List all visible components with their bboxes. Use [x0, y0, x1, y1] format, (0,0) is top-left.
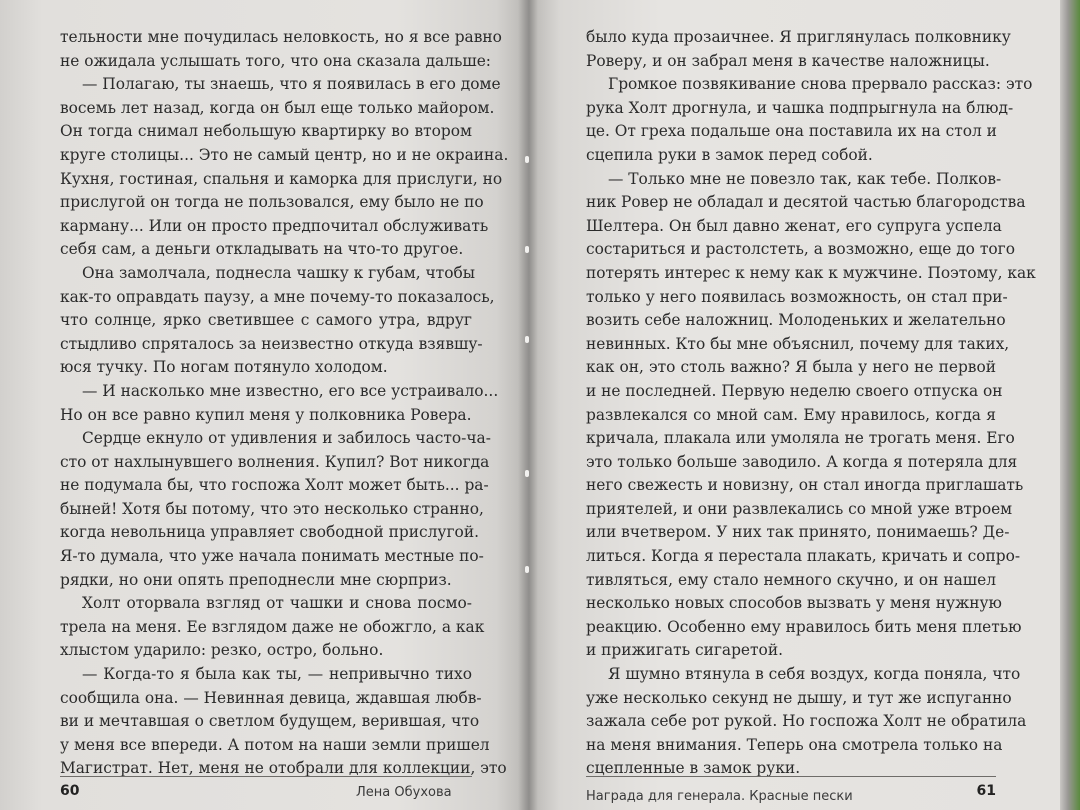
binding-stitch — [525, 566, 529, 573]
text-line: стыдливо спряталось за неизвестно откуда взявшу- — [60, 334, 483, 353]
text-line: несколько новых способов вызвать у меня нужную — [586, 594, 1002, 613]
text-line: не ожидала услышать того, что она сказала дальше: — [60, 51, 491, 70]
text-line: Магистрат. Нет, меня не отобрали для коллекции, это — [60, 759, 507, 778]
text-line: литься. Когда я перестала плакать, кричать и сопро- — [586, 547, 1021, 566]
text-line: Я шумно втянула в себя воздух, когда поняла, что — [608, 665, 1021, 684]
text-line: — Полагаю, ты знаешь, что я появилась в его доме — [82, 75, 501, 94]
book-gutter — [518, 0, 538, 810]
text-line: сцепила руки в замок перед собой. — [586, 145, 873, 164]
right-page-footer — [586, 776, 996, 810]
text-line: круге столицы... Это не самый центр, но и не окраина. — [60, 145, 509, 164]
text-line: когда невольница управляет свободной прислугой. — [60, 523, 479, 542]
text-line: тельности мне почудилась неловкость, но я все равно — [60, 28, 502, 46]
text-line: Холт оторвала взгляд от чашки и снова посмо- — [82, 594, 472, 613]
binding-stitch — [525, 470, 529, 477]
binding-stitch — [525, 336, 529, 343]
text-line: как-то оправдать паузу, а мне почему-то показалось, — [60, 287, 495, 306]
text-line: не подумала бы, что госпожа Холт может быть... ра- — [60, 476, 489, 495]
page-edge — [1060, 0, 1080, 810]
text-line: хлыстом ударило: резко, остро, больно. — [60, 641, 384, 660]
text-line: сто от нахлынувшего волнения. Купил? Вот никогда — [60, 452, 490, 471]
text-line: или вчетвером. У них так принято, понимаешь? Де- — [586, 523, 1010, 542]
binding-stitch — [525, 246, 529, 253]
text-line: потерять интерес к нему как к мужчине. Поэтому, как — [586, 263, 1036, 282]
text-line: развлекался со мной сам. Ему нравилось, когда я — [586, 405, 996, 424]
text-line: невинных. Кто бы мне объяснил, почему для таких, — [586, 334, 1010, 353]
left-page-number: 60 — [60, 783, 80, 799]
text-line: зажала себе рот рукой. Но госпожа Холт не обратила — [586, 712, 1027, 731]
text-line: рука Холт дрогнула, и чашка подпрыгнула на блюд- — [586, 98, 1014, 117]
text-line: себя сам, а деньги откладывать на что-то другое. — [60, 240, 464, 259]
text-line: це. От греха подальше она поставила их на стол и — [586, 122, 997, 141]
text-line: рядки, но они опять преподнесли мне сюрприз. — [60, 570, 452, 589]
text-line: у меня все впереди. А потом на наши земли пришел — [60, 735, 490, 754]
text-line: — Только мне не повезло так, как тебе. Полков- — [608, 169, 1002, 188]
text-line: Кухня, гостиная, спальня и каморка для прислуги, но — [60, 169, 503, 188]
text-line: сцепленные в замок руки. — [586, 759, 801, 778]
right-page-text — [586, 26, 1036, 781]
binding-stitch — [525, 156, 529, 163]
text-line: карману... Или он просто предпочитал обслуживать — [60, 216, 489, 235]
text-line: ник Ровер не обладал и десятой частью благородства — [586, 193, 1026, 212]
right-running-title: Награда для генерала. Красные пески — [586, 789, 853, 804]
text-line: тивляться, ему стало немного скучно, и он нашел — [586, 570, 996, 589]
text-line: что солнце, ярко светившее с самого утра, вдруг — [60, 311, 472, 330]
text-line: ви и мечтавшая о светлом будущем, верившая, что — [60, 712, 480, 731]
text-line: Роверу, и он забрал меня в качестве наложницы. — [586, 51, 990, 70]
text-line: Она замолчала, поднесла чашку к губам, чтобы — [82, 263, 475, 282]
left-page — [0, 0, 528, 810]
text-line: Я-то думала, что уже начала понимать местные по- — [60, 547, 484, 566]
text-line: и прижигать сигаретой. — [586, 641, 783, 660]
text-line: кричала, плакала или умоляла не трогать меня. Его — [586, 429, 1015, 448]
text-line: юся тучку. По ногам потянуло холодом. — [60, 358, 388, 377]
text-line: Он тогда снимал небольшую квартирку во втором — [60, 122, 472, 141]
text-line: приятелей, и они развлекались со мной уже втроем — [586, 499, 1013, 518]
left-running-title: Лена Обухова — [356, 785, 452, 800]
text-line: это только больше заводило. А когда я потеряла для — [586, 452, 1018, 471]
text-line: уже несколько секунд не дышу, и тут же испуганно — [586, 688, 1012, 707]
text-line: прислугой он тогда не пользовался, ему было не по — [60, 193, 484, 212]
text-line: Громкое позвякивание снова прервало рассказ: это — [608, 75, 1033, 94]
text-line: на меня внимания. Теперь она смотрела только на — [586, 735, 1003, 754]
left-page-footer — [60, 776, 472, 810]
right-page-number: 61 — [976, 783, 996, 799]
left-page-text — [60, 26, 509, 781]
text-line: было куда прозаичнее. Я приглянулась полковнику — [586, 28, 1011, 46]
text-line: трела на меня. Ее взглядом даже не обожгло, а как — [60, 617, 485, 636]
text-line: реакцию. Особенно ему нравилось бить меня плетью — [586, 617, 1022, 636]
text-line: только у него появилась возможность, он стал при- — [586, 287, 1008, 306]
text-line: и не последней. Первую неделю своего отпуска он — [586, 381, 1003, 400]
text-line: — Когда-то я была как ты, — непривычно тихо — [82, 665, 472, 684]
text-line: Сердце екнуло от удивления и забилось часто-ча- — [82, 429, 491, 448]
text-line: возить себе наложниц. Молоденьких и желательно — [586, 311, 1006, 330]
text-line: него свежесть и новизну, он стал иногда приглашать — [586, 476, 1024, 495]
text-line: Шелтера. Он был давно женат, его супруга успела — [586, 216, 1002, 235]
text-line: Но он все равно купил меня у полковника Ровера. — [60, 405, 472, 424]
text-line: сообщила она. — Невинная девица, ждавшая любв- — [60, 688, 482, 707]
text-line: быней! Хотя бы потому, что это несколько странно, — [60, 499, 484, 518]
right-page — [528, 0, 1060, 810]
text-line: как он, это столь важно? Я была у него не первой — [586, 358, 996, 377]
text-line: — И насколько мне известно, его все устраивало... — [82, 381, 499, 400]
text-line: восемь лет назад, когда он был еще только майором. — [60, 98, 495, 117]
text-line: состариться и растолстеть, а возможно, еще до того — [586, 240, 1015, 259]
